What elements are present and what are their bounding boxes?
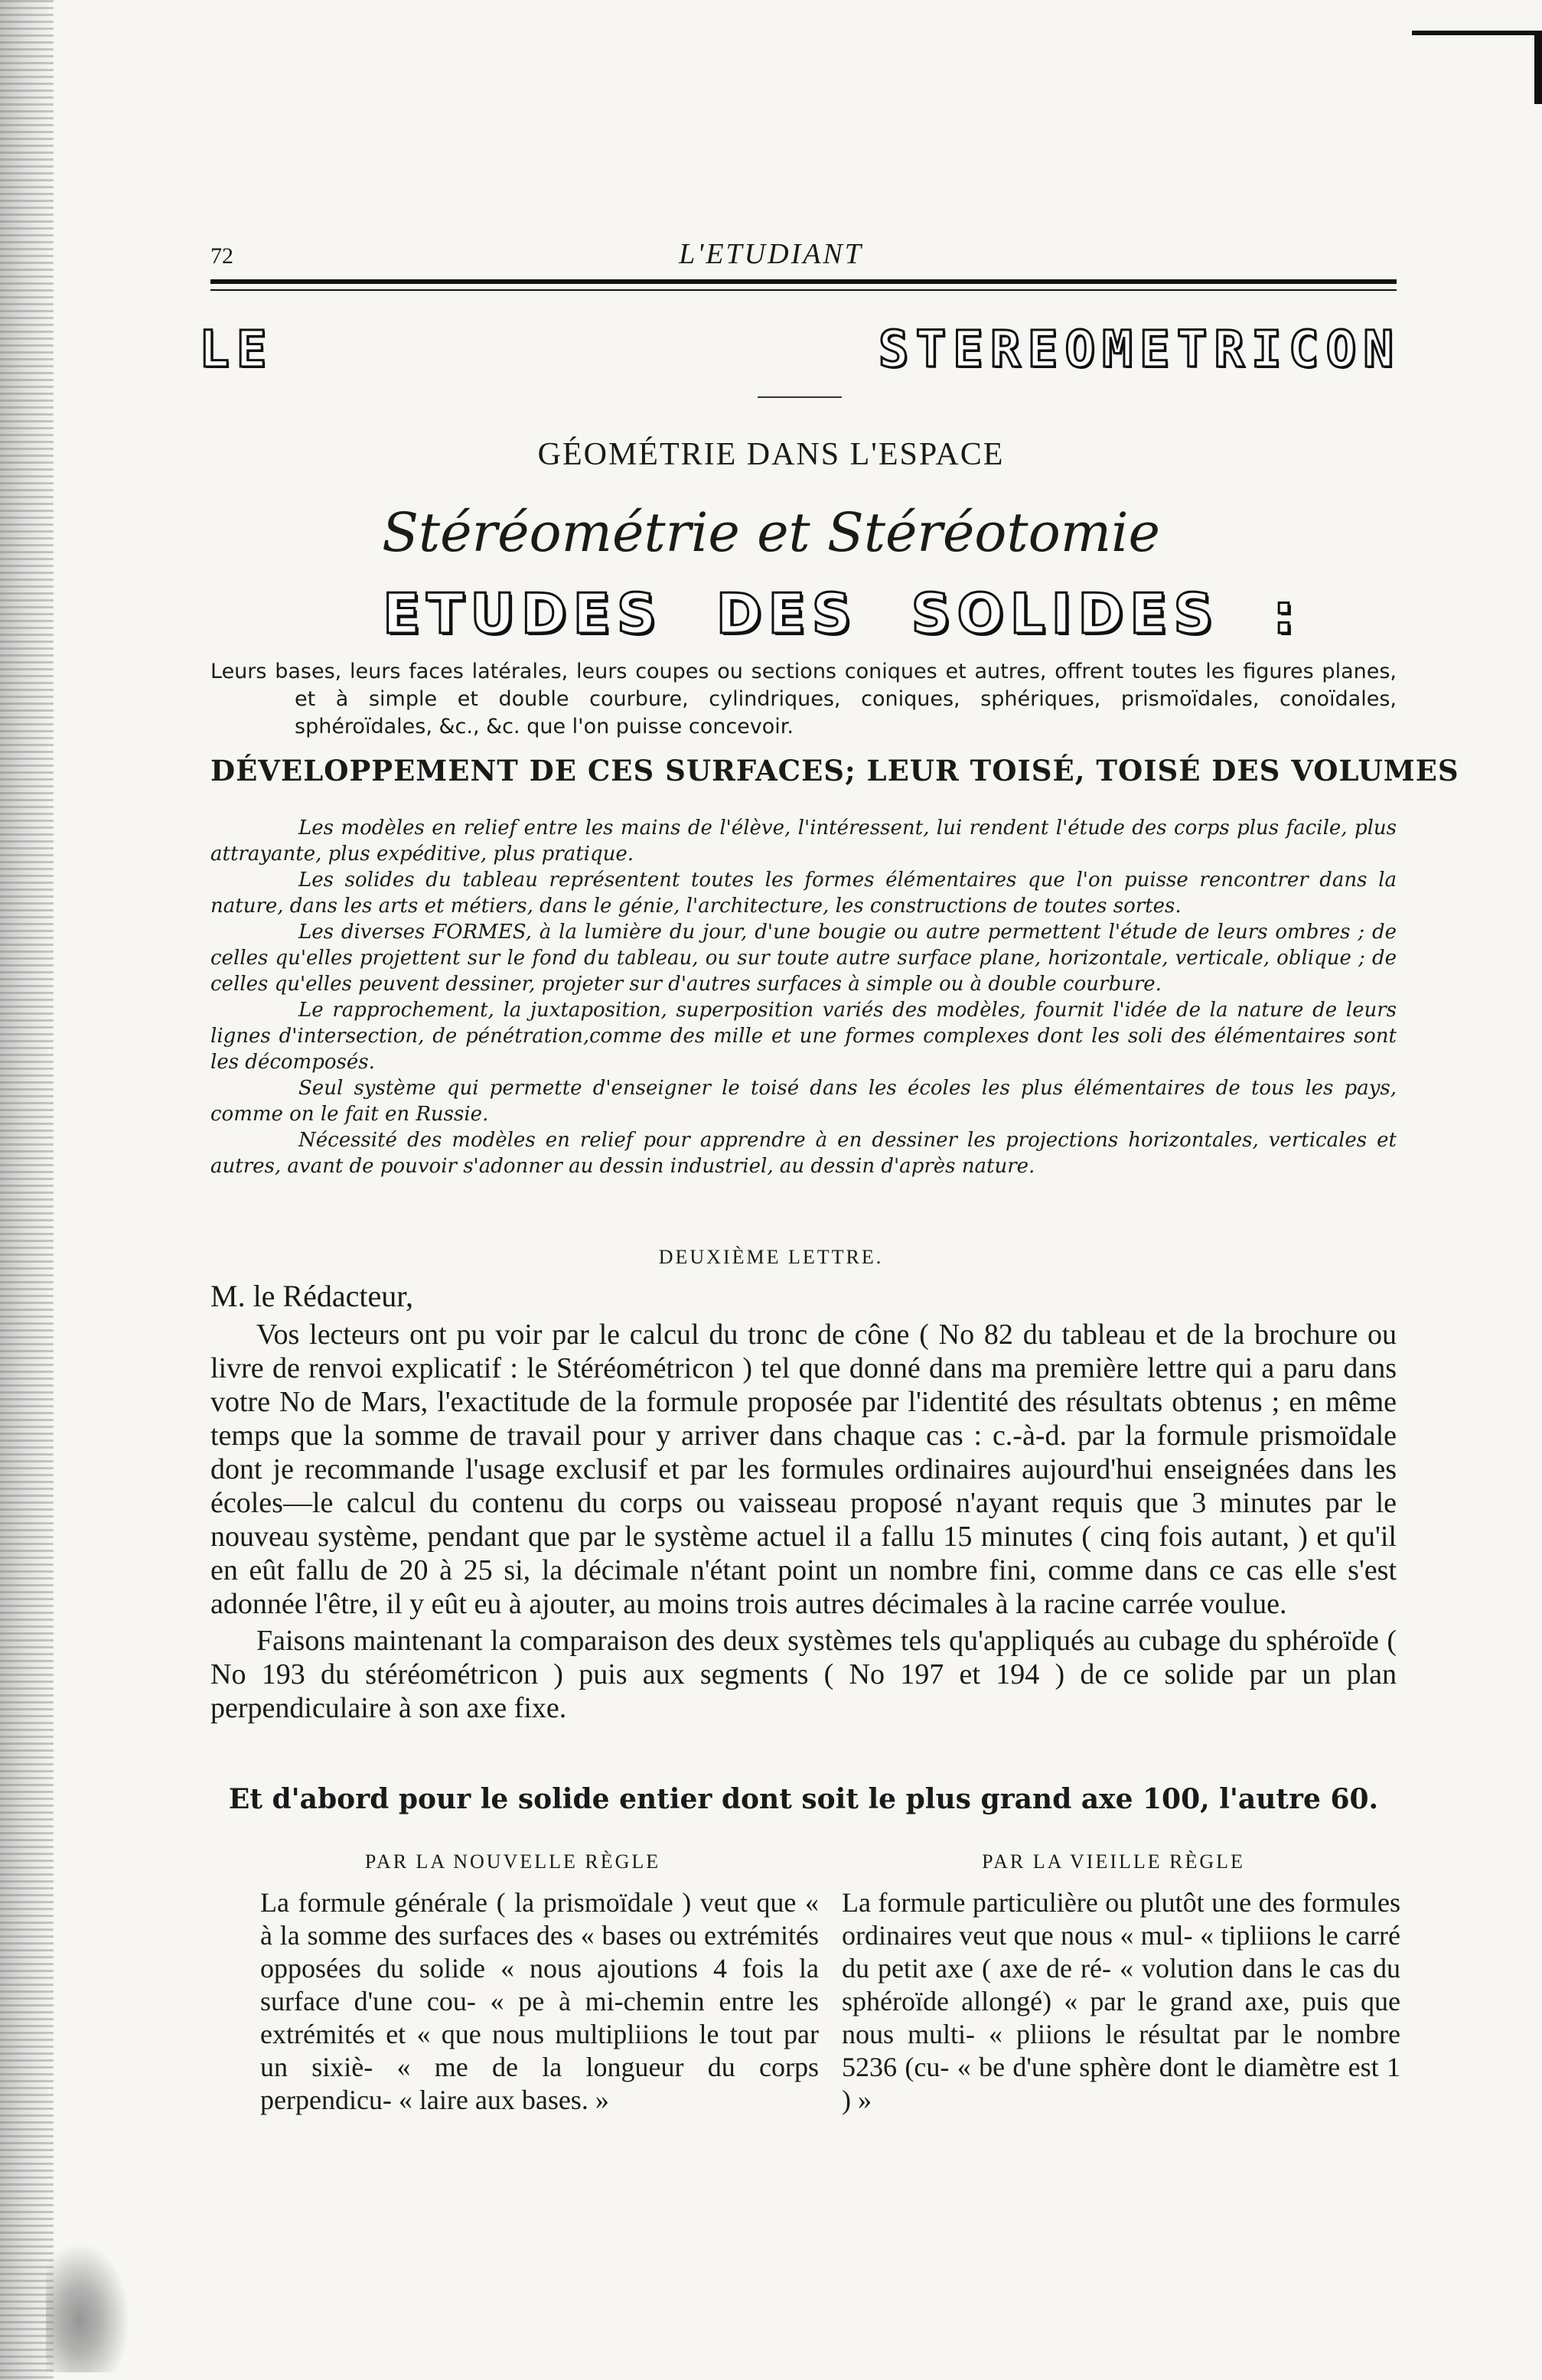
italic-paragraph: Les modèles en relief entre les mains de l'élève, l'intéressent, lui rendent l'étude des corps plus facile, plus attrayante, plus expéditive, plus pratique. [210,817,1397,866]
italic-paragraph: Seul système qui permette d'enseigner le toisé dans les écoles les plus élémentaires de tous les pays, comme on le fait en Russie. [210,1077,1397,1126]
header-rule-thick [210,279,1397,284]
italic-paragraph: Nécessité des modèles en relief pour apprendre à en dessiner les projections horizontales, verticales et autres, avant de pouvoir s'adonner au dessin industriel, au dessin d'après nature. [210,1129,1397,1178]
subtitle: GÉOMÉTRIE DANS L'ESPACE [537,437,1005,472]
header-rule-thin [210,289,1397,291]
right-column-text [842,1886,1400,2117]
left-column-paragraph: La formule générale ( la prismoïdale ) veut que « à la somme des surfaces des « bases ou extrémités opposées du solide « nous ajoutions 4 fois la surface d'une cou- « pe à mi-chemin entre les extrémités et « que nous multipliions le tout par un sixiè- « me de la longueur du corps perpendicu- « laire aux bases. » [260,1887,819,2115]
letter-body [210,1318,1397,1728]
script-title: Stéréométrie et Stéréotomie [382,501,1160,564]
left-column-heading: PAR LA NOUVELLE RÈGLE [364,1850,661,1873]
title-separator [758,396,842,398]
page-title [199,320,1400,379]
scan-binding-edge [0,0,54,2380]
right-column-paragraph: La formule particulière ou plutôt une des formules ordinaires veut que nous « mul- « tipliions le carré du petit axe ( axe de ré- « volution dans le cas du sphéroïde allongé) « par le grand axe, puis que nous multi- « pliions le résultat par le nombre 5236 (cu- « be d'une sphère dont le diamètre est 1 ) » [842,1887,1400,2115]
title-word-le: LE [199,320,274,379]
letter-label: DEUXIÈME LETTRE. [658,1246,884,1268]
etudes-word-3: SOLIDES [911,582,1220,646]
body-paragraph: Vos lecteurs ont pu voir par le calcul du tronc de cône ( No 82 du tableau et de la brochure ou livre de renvoi explicatif : le Stéréométricon ) tel que donné dans ma première lettre qui a paru dans votre No de Mars, l'exactitude de la formule proposée par l'identité des résultats obtenus ; en même temps que la somme de travail pour y arriver dans chaque cas : c.-à-d. par la formule prismoïdale dont je recommande l'usage exclusif et par les formules ordinaires aujourd'hui enseignées dans les écoles—le calcul du contenu du corps ou vaisseau proposé n'ayant requis que 3 minutes par le nouveau système, pendant que par le système actuel il a fallu 15 minutes ( cinq fois autant, ) et qu'il en eût fallu de 20 à 25 si, la décimale n'étant point un nombre fini, comme dans ce cas elle s'est adonnée l'être, il y eût eu à ajouter, au moins trois autres décimales à la racine carrée voulue. [210,1319,1397,1620]
etudes-heading [383,582,1301,646]
body-paragraph: Faisons maintenant la comparaison des deux systèmes tels qu'appliqués au cubage du sphéroïde ( No 193 du stéréométricon ) puis aux segments ( No 197 et 194 ) de ce solide par un plan perpendiculaire à son axe fixe. [210,1625,1397,1724]
scan-corner-mark [1412,31,1542,104]
page-number: 72 [210,243,233,269]
italic-paragraph: Les diverses FORMES, à la lumière du jour, d'une bougie ou autre permettent l'étude de leurs ombres ; de celles qu'elles projettent sur le fond du tableau, ou sur toute autre surface plane, horizontale, verticale, oblique ; de celles qu'elles peuvent dessiner, projeter sur d'autres surfaces à simple ou à double courbure. [210,921,1397,996]
italic-paragraph: Le rapprochement, la juxtaposition, superposition variés des modèles, fournit l'idée de la nature de leurs lignes d'intersection, de pénétration,comme des mille et une formes complexes dont les soli des élémentaires sont les décomposés. [210,999,1397,1074]
bold-statement: Et d'abord pour le solide entier dont soit le plus grand axe 100, l'autre 60. [228,1783,1379,1815]
etudes-colon: : [1273,582,1301,646]
intro-paragraph: Leurs bases, leurs faces latérales, leurs coupes ou sections coniques et autres, offrent toutes les figures planes, et à simple et double courbure, cylindriques, coniques, sphériques, prismoïdales, conoïdales, sphéroïdales, &c., &c. que l'on puisse concevoir. [210,660,1397,738]
italic-feature-list [210,815,1397,1179]
running-head: L'ETUDIANT [679,238,863,270]
salutation: M. le Rédacteur, [210,1279,413,1313]
right-column-heading: PAR LA VIEILLE RÈGLE [982,1850,1245,1873]
development-heading: DÉVELOPPEMENT DE CES SURFACES; LEUR TOISÉ, TOISÉ DES VOLUMES [210,754,1459,787]
italic-paragraph: Les solides du tableau représentent toutes les formes élémentaires que l'on puisse rencontrer dans la nature, dans les arts et métiers, dans le génie, l'architecture, les constructions de toutes sortes. [210,869,1397,918]
etudes-word-2: DES [716,582,858,646]
etudes-word-1: ETUDES [383,582,663,646]
left-column-text [260,1886,819,2117]
scan-ink-blot [46,2242,130,2372]
title-word-stereometricon: STEREOMETRICON [878,320,1400,379]
